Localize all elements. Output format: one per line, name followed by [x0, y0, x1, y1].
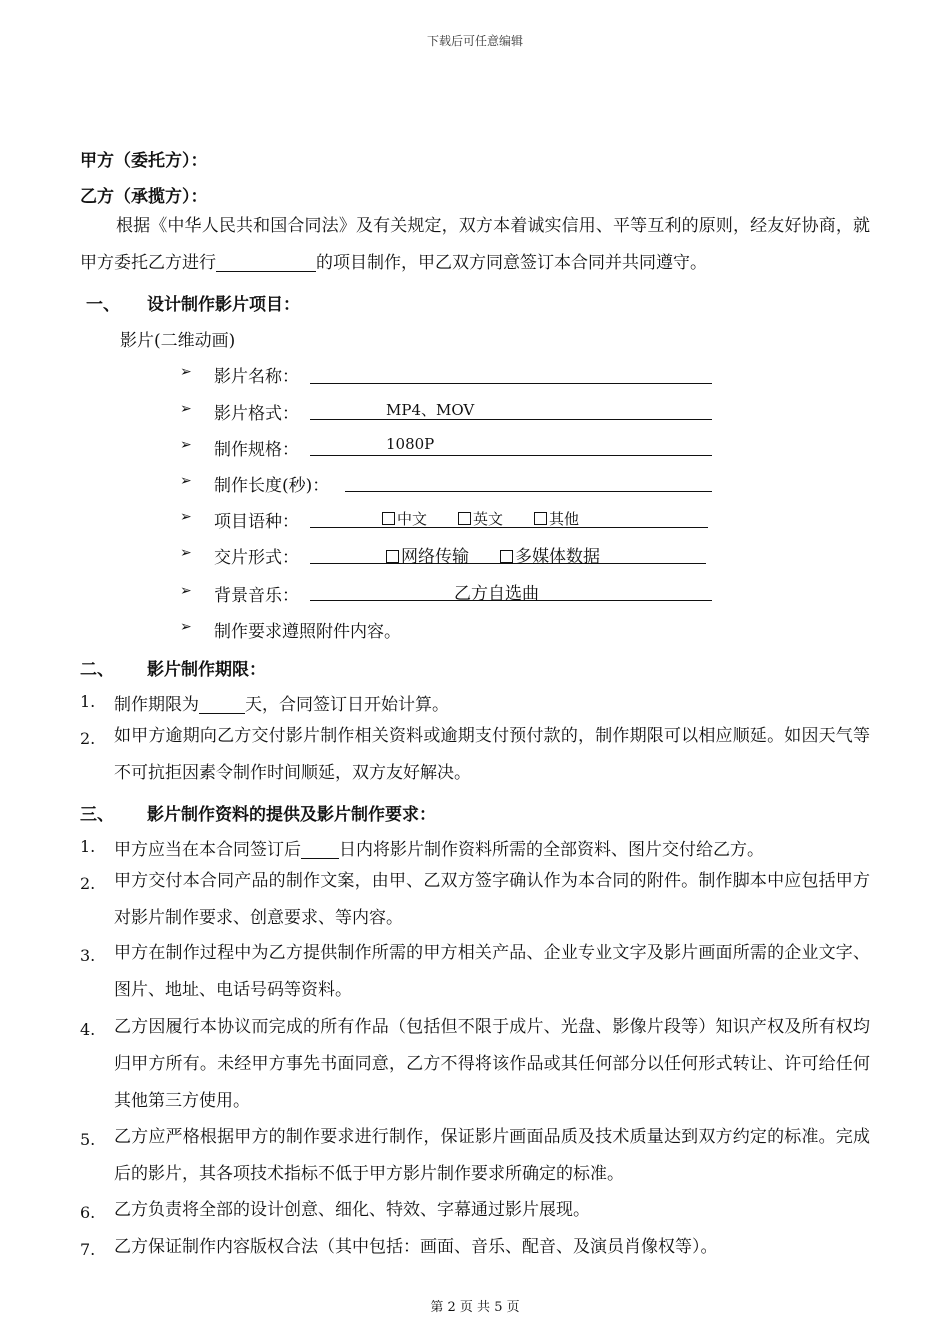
spec-label: 制作规格：: [214, 440, 299, 460]
section3-item-number: 5.: [80, 1130, 96, 1149]
section3-item-1: 甲方应当在本合同签订后 日内将影片制作资料所需的全部资料、图片交付给乙方。: [114, 840, 764, 860]
arrow-bullet-icon: ➢: [180, 401, 192, 417]
arrow-bullet-icon: ➢: [180, 437, 192, 453]
duration-days-blank[interactable]: [199, 693, 245, 714]
section3-number: 三、: [80, 805, 114, 825]
checkbox-icon: [458, 512, 471, 525]
section2-item-number: 1.: [80, 692, 96, 711]
section3-item-6: 乙方负责将全部的设计创意、细化、特效、字幕通过影片展现。: [114, 1200, 590, 1220]
music-field[interactable]: [310, 578, 712, 604]
film-format-field[interactable]: [310, 397, 712, 420]
arrow-bullet-icon: ➢: [180, 364, 192, 380]
intro-text-1: 根据《中华人民共和国合同法》及有关规定，双方本着诚实信用、平等互利的原则，经友好协商，就甲方委托乙方进行: [80, 216, 870, 273]
section3-item-number: 2.: [80, 874, 96, 893]
lang-option-chinese[interactable]: 中文: [382, 508, 427, 529]
arrow-bullet-icon: ➢: [180, 545, 192, 561]
section3-item-2: 甲方交付本合同产品的制作文案，由甲、乙双方签字确认作为本合同的附件。制作脚本中应包括甲方对影片制作要求、创意要求、等内容。: [114, 871, 870, 928]
spec-value: 1080P: [386, 435, 435, 453]
film-name-label: 影片名称：: [214, 367, 299, 387]
film-format-label: 影片格式：: [214, 404, 299, 424]
music-label: 背景音乐：: [214, 586, 299, 606]
checkbox-icon: [534, 512, 547, 525]
checkbox-icon: [382, 512, 395, 525]
delivery-field: [310, 541, 706, 567]
film-format-value: MP4、MOV: [386, 401, 475, 419]
section3-item-number: 4.: [80, 1020, 96, 1039]
section1-title: 设计制作影片项目：: [147, 295, 300, 315]
party-a-label: 甲方（委托方）：: [80, 151, 208, 171]
length-field[interactable]: [345, 469, 712, 492]
delivery-label: 交片形式：: [214, 548, 299, 568]
length-label: 制作长度(秒)：: [214, 476, 330, 496]
section2-item-number: 2.: [80, 729, 96, 748]
arrow-bullet-icon: ➢: [180, 583, 192, 599]
header-note: 下载后可任意编辑: [426, 34, 523, 48]
section3-item-number: 1.: [80, 837, 96, 856]
section3-item-number: 3.: [80, 946, 96, 965]
page-footer: 第 2 页 共 5 页: [430, 1300, 520, 1315]
requirement-text: 制作要求遵照附件内容。: [214, 622, 401, 642]
material-days-blank[interactable]: [301, 838, 339, 859]
music-value: 乙方自选曲: [454, 584, 539, 604]
section2-number: 二、: [80, 660, 114, 680]
spec-field[interactable]: [310, 433, 712, 456]
section1-subtitle: 影片(二维动画): [120, 331, 236, 351]
section3-item-3: 甲方在制作过程中为乙方提供制作所需的甲方相关产品、企业专业文字及影片画面所需的企业文字、图片、地址、电话号码等资料。: [114, 943, 870, 1000]
language-field: [310, 505, 708, 528]
language-label: 项目语种：: [214, 512, 299, 532]
intro-paragraph: [80, 208, 870, 282]
checkbox-icon: [386, 550, 399, 563]
section3-item-number: 6.: [80, 1203, 96, 1222]
delivery-option-multimedia[interactable]: 多媒体数据: [500, 542, 600, 567]
section3-item-5: 乙方应严格根据甲方的制作要求进行制作，保证影片画面品质及技术质量达到双方约定的标准。完成后的影片，其各项技术指标不低于甲方影片制作要求所确定的标准。: [114, 1127, 870, 1184]
checkbox-icon: [500, 550, 513, 563]
arrow-bullet-icon: ➢: [180, 473, 192, 489]
film-name-field[interactable]: [310, 361, 712, 384]
section3-item-7: 乙方保证制作内容版权合法（其中包括：画面、音乐、配音、及演员肖像权等）。: [114, 1237, 718, 1257]
section2-item-1: 制作期限为 天，合同签订日开始计算。: [114, 695, 449, 715]
intro-text-2: 的项目制作，甲乙双方同意签订本合同并共同遵守。: [316, 253, 707, 273]
lang-option-other[interactable]: 其他: [534, 508, 579, 529]
arrow-bullet-icon: ➢: [180, 619, 192, 635]
arrow-bullet-icon: ➢: [180, 509, 192, 525]
section3-item-4: 乙方因履行本协议而完成的所有作品（包括但不限于成片、光盘、影像片段等）知识产权及所有权均归甲方所有。未经甲方事先书面同意，乙方不得将该作品或其任何部分以任何形式转让、许可给任何其他第三方使用。: [114, 1017, 870, 1111]
section3-title: 影片制作资料的提供及影片制作要求：: [147, 805, 436, 825]
section3-item-number: 7.: [80, 1240, 96, 1259]
section1-number: 一、: [86, 295, 120, 315]
section2-item-2: 如甲方逾期向乙方交付影片制作相关资料或逾期支付预付款的，制作期限可以相应顺延。如因天气等不可抗拒因素令制作时间顺延，双方友好解决。: [114, 726, 870, 783]
delivery-option-network[interactable]: 网络传输: [386, 542, 469, 567]
lang-option-english[interactable]: 英文: [458, 508, 503, 529]
party-b-label: 乙方（承揽方）：: [80, 187, 208, 207]
project-name-blank[interactable]: [216, 251, 316, 272]
section2-title: 影片制作期限：: [147, 660, 266, 680]
